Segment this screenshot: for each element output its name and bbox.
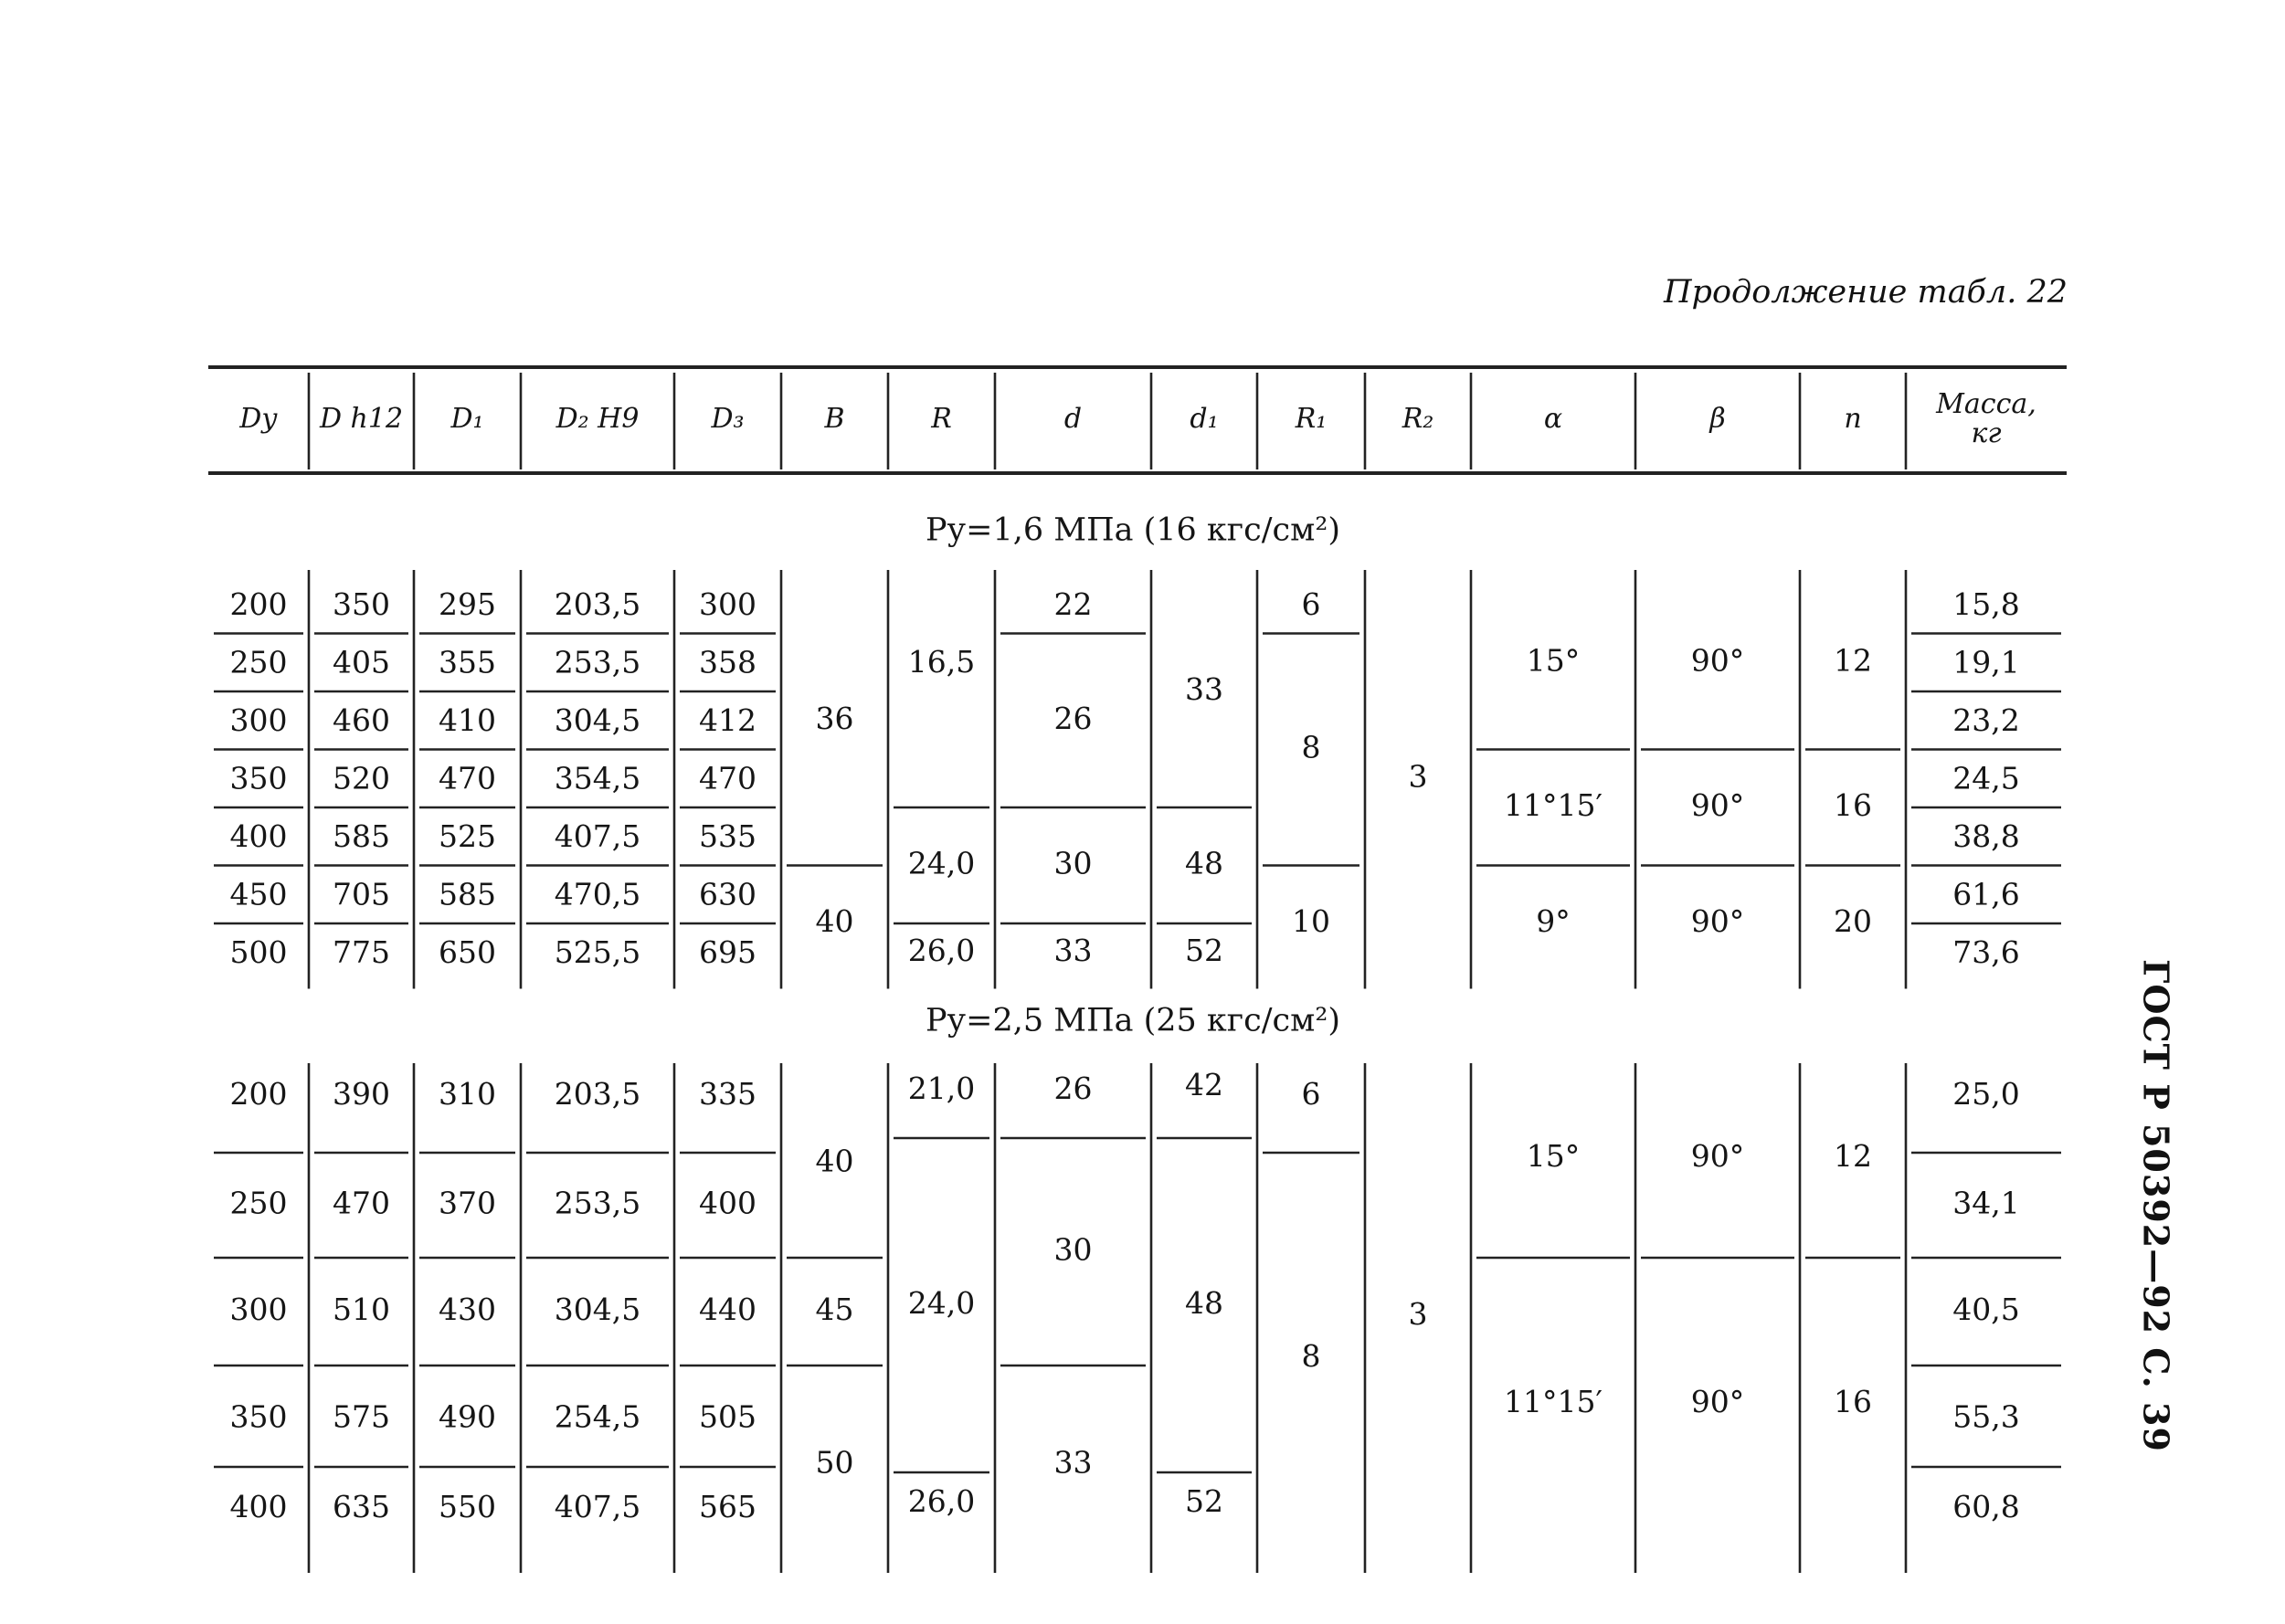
header-D1: D₁ — [450, 403, 484, 435]
cell-D3: 505 — [699, 1398, 756, 1435]
cell-R2: 3 — [1408, 1296, 1428, 1332]
cell-Dy: 450 — [229, 876, 288, 912]
cell-alpha: 11°15′ — [1504, 1384, 1603, 1419]
cell-D2: 354,5 — [554, 760, 641, 796]
cell-D2: 470,5 — [554, 876, 641, 912]
cell-D3: 335 — [699, 1076, 756, 1112]
cell-D1: 490 — [439, 1398, 496, 1435]
cell-n: 16 — [1834, 787, 1872, 823]
cell-D: 585 — [333, 817, 390, 854]
header-beta: β — [1709, 403, 1726, 435]
header-Dy: Dу — [239, 403, 278, 435]
header-D3: D₃ — [711, 403, 745, 435]
cell-R1: 10 — [1292, 903, 1330, 939]
cell-D3: 470 — [699, 760, 756, 796]
cell-D: 575 — [333, 1398, 390, 1435]
cell-D1: 295 — [439, 585, 496, 622]
cell-Dy: 250 — [229, 1185, 288, 1221]
header-R: R — [931, 403, 952, 435]
cell-D2: 254,5 — [554, 1398, 641, 1435]
cell-alpha: 15° — [1526, 642, 1581, 679]
cell-mass: 61,6 — [1952, 876, 2020, 912]
cell-D3: 412 — [699, 701, 756, 738]
table-caption: Продолжение табл. 22 — [1664, 274, 2068, 311]
cell-Dy: 250 — [229, 644, 288, 680]
cell-D2: 304,5 — [554, 701, 641, 738]
cell-d: 22 — [1053, 585, 1093, 622]
cell-D1: 355 — [439, 644, 496, 680]
cell-R1: 8 — [1301, 1338, 1321, 1374]
cell-mass: 15,8 — [1952, 585, 2020, 622]
cell-D1: 470 — [439, 760, 496, 796]
header-R2: R₂ — [1402, 403, 1434, 435]
cell-mass: 19,1 — [1952, 644, 2020, 680]
cell-R1: 8 — [1301, 729, 1321, 765]
cell-D: 520 — [333, 760, 390, 796]
cell-d1: 42 — [1185, 1067, 1223, 1102]
cell-beta: 90° — [1690, 1384, 1745, 1419]
cell-D2: 304,5 — [554, 1292, 641, 1327]
cell-D3: 695 — [699, 933, 756, 970]
cell-Dy: 500 — [229, 933, 288, 970]
cell-D3: 630 — [699, 876, 756, 912]
cell-mass: 73,6 — [1952, 933, 2020, 970]
cell-D1: 370 — [439, 1185, 496, 1221]
cell-d: 30 — [1053, 845, 1093, 881]
cell-alpha: 9° — [1536, 903, 1571, 939]
cell-beta: 90° — [1690, 787, 1745, 823]
header-B: B — [824, 403, 845, 435]
cell-D3: 358 — [699, 644, 756, 680]
cell-R1: 6 — [1301, 1076, 1321, 1112]
cell-d1: 52 — [1185, 1483, 1223, 1519]
cell-Dy: 200 — [229, 1076, 288, 1112]
cell-d1: 48 — [1185, 1285, 1223, 1321]
header-n: n — [1844, 403, 1862, 435]
cell-D1: 410 — [439, 701, 496, 738]
cell-D: 350 — [333, 585, 390, 622]
cell-D1: 430 — [439, 1292, 496, 1327]
cell-D2: 253,5 — [554, 1185, 641, 1221]
cell-D2: 203,5 — [554, 1076, 641, 1112]
cell-D2: 203,5 — [554, 585, 641, 622]
header-mass-line1: Масса, — [1936, 388, 2036, 420]
cell-mass: 24,5 — [1952, 760, 2020, 796]
cell-d: 26 — [1053, 1070, 1093, 1106]
cell-beta: 90° — [1690, 903, 1745, 939]
header-d: d — [1063, 403, 1083, 435]
cell-R: 26,0 — [907, 932, 976, 968]
cell-d1: 48 — [1185, 845, 1223, 881]
standard-page-label: ГОСТ Р 50392—92 С. 39 — [2135, 959, 2177, 1452]
cell-D2: 525,5 — [554, 933, 641, 970]
cell-n: 20 — [1834, 903, 1872, 939]
cell-R: 24,0 — [907, 845, 976, 881]
cell-d: 33 — [1053, 932, 1093, 968]
cell-R: 26,0 — [907, 1483, 976, 1519]
cell-D: 705 — [333, 876, 390, 912]
cell-B: 45 — [815, 1292, 854, 1327]
cell-mass: 34,1 — [1952, 1185, 2020, 1221]
cell-mass: 23,2 — [1952, 701, 2020, 738]
section-title: Pу=1,6 МПа (16 кгс/см²) — [925, 511, 1341, 549]
cell-Dy: 300 — [229, 701, 288, 738]
cell-Dy: 400 — [229, 817, 288, 854]
cell-d1: 33 — [1185, 671, 1223, 707]
cell-B: 36 — [815, 700, 854, 736]
cell-d1: 52 — [1185, 932, 1223, 968]
cell-R: 24,0 — [907, 1285, 976, 1321]
cell-R2: 3 — [1408, 758, 1428, 795]
cell-D: 635 — [333, 1489, 390, 1524]
cell-mass: 60,8 — [1952, 1489, 2020, 1524]
cell-D1: 550 — [439, 1489, 496, 1524]
header-D2: D₂ H9 — [555, 403, 640, 435]
section-title: Pу=2,5 МПа (25 кгс/см²) — [925, 1002, 1341, 1039]
cell-mass: 25,0 — [1952, 1076, 2020, 1112]
cell-B: 40 — [815, 903, 854, 939]
cell-D3: 440 — [699, 1292, 756, 1327]
header-R1: R₁ — [1295, 403, 1328, 435]
cell-B: 50 — [815, 1444, 854, 1481]
cell-mass: 38,8 — [1952, 817, 2020, 854]
cell-D: 460 — [333, 701, 390, 738]
cell-Dy: 350 — [229, 1398, 288, 1435]
cell-D2: 407,5 — [554, 817, 641, 854]
cell-R1: 6 — [1301, 585, 1321, 622]
cell-d: 30 — [1053, 1231, 1093, 1268]
cell-n: 12 — [1834, 642, 1872, 679]
cell-mass: 40,5 — [1952, 1292, 2020, 1327]
cell-D1: 310 — [439, 1076, 496, 1112]
cell-d: 26 — [1053, 700, 1093, 736]
cell-D: 390 — [333, 1076, 390, 1112]
cell-D3: 300 — [699, 585, 756, 622]
cell-D3: 400 — [699, 1185, 756, 1221]
cell-D1: 585 — [439, 876, 496, 912]
cell-n: 16 — [1834, 1384, 1872, 1419]
cell-D1: 525 — [439, 817, 496, 854]
cell-D: 470 — [333, 1185, 390, 1221]
cell-D3: 535 — [699, 817, 756, 854]
cell-Dy: 200 — [229, 585, 288, 622]
cell-D2: 407,5 — [554, 1489, 641, 1524]
cell-Dy: 300 — [229, 1292, 288, 1327]
cell-R: 21,0 — [907, 1070, 976, 1106]
cell-Dy: 350 — [229, 760, 288, 796]
cell-D: 775 — [333, 933, 390, 970]
header-mass-line2: кг — [1971, 417, 2002, 449]
cell-Dy: 400 — [229, 1489, 288, 1524]
cell-n: 12 — [1834, 1138, 1872, 1174]
cell-beta: 90° — [1690, 642, 1745, 679]
cell-alpha: 11°15′ — [1504, 787, 1603, 823]
cell-D: 405 — [333, 644, 390, 680]
cell-mass: 55,3 — [1952, 1398, 2020, 1435]
cell-d: 33 — [1053, 1444, 1093, 1481]
cell-D2: 253,5 — [554, 644, 641, 680]
cell-D: 510 — [333, 1292, 390, 1327]
cell-beta: 90° — [1690, 1138, 1745, 1174]
cell-R: 16,5 — [907, 644, 976, 680]
cell-alpha: 15° — [1526, 1138, 1581, 1174]
header-alpha: α — [1543, 403, 1563, 435]
header-d1: d₁ — [1190, 403, 1219, 435]
cell-D1: 650 — [439, 933, 496, 970]
cell-D3: 565 — [699, 1489, 756, 1524]
header-D: D h12 — [319, 403, 404, 435]
cell-B: 40 — [815, 1143, 854, 1179]
